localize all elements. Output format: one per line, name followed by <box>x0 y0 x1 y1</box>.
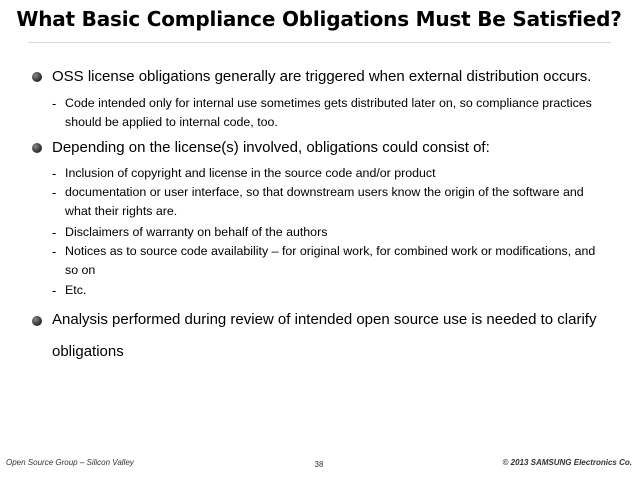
slide-title: What Basic Compliance Obligations Must Be Satisfied? <box>16 7 622 31</box>
bullet-icon <box>32 316 42 326</box>
bullet-icon <box>32 72 42 82</box>
bullet-2-sub-5: Etc. <box>65 283 87 297</box>
footer-group-name: Open Source Group – Silicon Valley <box>6 458 134 467</box>
bullet-1-sub-1: Code intended only for internal use sometimes gets distributed later on, so compliance practices should be applied to internal code, too. <box>65 96 592 129</box>
page-number: 38 <box>314 460 324 469</box>
bullet-1-text: OSS license obligations generally are triggered when external distribution occurs. <box>52 68 592 85</box>
dash-icon: - <box>52 96 57 111</box>
dash-icon: - <box>52 244 57 259</box>
bullet-2-text: Depending on the license(s) involved, obligations could consist of: <box>52 139 490 156</box>
bullet-3-text: Analysis performed during review of intended open source use is needed to clarify obligations <box>52 311 597 360</box>
dash-icon: - <box>52 166 57 181</box>
dash-icon: - <box>52 225 57 240</box>
bullet-2-sub-4: Notices as to source code availability – for original work, for combined work or modifications, and so on <box>65 244 596 277</box>
bullet-2-sub-2: documentation or user interface, so that downstream users know the origin of the software and what their rights are. <box>65 185 584 218</box>
bullet-icon <box>32 143 42 153</box>
dash-icon: - <box>52 185 57 200</box>
footer-copyright: © 2013 SAMSUNG Electronics Co. <box>502 458 632 467</box>
bullet-2-sub-3: Disclaimers of warranty on behalf of the authors <box>65 225 328 239</box>
dash-icon: - <box>52 283 57 298</box>
bullet-2-sub-1: Inclusion of copyright and license in the source code and/or product <box>65 166 436 180</box>
